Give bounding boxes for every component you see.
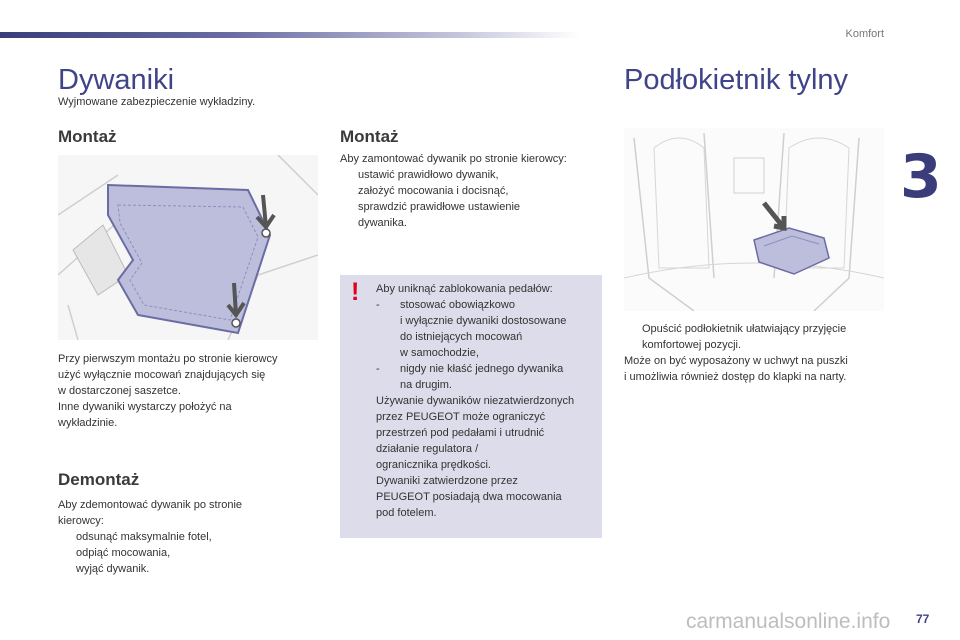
list-item-text: wyjąć dywanik. (76, 563, 150, 575)
warning-line: przestrzeń pod pedałami i utrudnić (376, 427, 545, 439)
chapter-number: 3 (900, 142, 942, 212)
warning-dash-item (376, 297, 600, 361)
montaz-left-line: w dostarczonej saszetce. (58, 385, 181, 397)
montaz-left-line: wykładzinie. (58, 417, 118, 429)
montaz-left-line: Inne dywaniki wystarczy położyć na (58, 401, 232, 413)
warning-line: Dywaniki zatwierdzone przez (376, 475, 518, 487)
list-item-text (642, 321, 846, 353)
warning-line: do istniejących mocowań (400, 331, 523, 343)
armrest-info-line: Może on być wyposażony w uchwyt na puszki (624, 355, 848, 367)
warning-dash-text (400, 361, 563, 393)
warning-line: PEUGEOT posiadają dwa mocowania (376, 491, 562, 503)
warning-text (376, 281, 600, 521)
list-item-text: założyć mocowania i docisnąć, (358, 185, 509, 197)
armrest-text (624, 321, 904, 385)
header-bar (0, 32, 580, 38)
bullet-icon (624, 321, 642, 353)
warning-line: przez PEUGEOT może ograniczyć (376, 411, 546, 423)
warning-intro: Aby uniknąć zablokowania pedałów: (376, 283, 553, 295)
bullet-icon (340, 183, 358, 199)
warning-line: na drugim. (400, 379, 452, 391)
dash-marker: - (376, 299, 380, 311)
warning-line: i wyłącznie dywaniki dostosowane (400, 315, 567, 327)
heading-demontaz: Demontaż (58, 470, 140, 489)
demontaz-intro-line: kierowcy: (58, 515, 104, 527)
demontaz-text (58, 497, 318, 577)
warning-line: nigdy nie kłaść jednego dywanika (400, 363, 564, 375)
dash-marker: - (376, 363, 380, 375)
armrest-info-line: i umożliwia również dostęp do klapki na narty. (624, 371, 847, 383)
montaz-left-line: Przy pierwszym montażu po stronie kierowcy (58, 353, 278, 365)
list-item (340, 199, 602, 215)
montaz-intro: Aby zamontować dywanik po stronie kierowcy: (340, 153, 567, 165)
list-item (340, 167, 602, 183)
heading-montaz-middle: Montaż (340, 127, 399, 146)
warning-dash-text (400, 297, 566, 361)
floor-mat-illustration (58, 155, 318, 340)
watermark: carmanualsonline.info (686, 610, 891, 633)
bullet-icon (340, 199, 358, 215)
warning-line: stosować obowiązkowo (400, 299, 515, 311)
montaz-left-line: użyć wyłącznie mocowań znajdujących się (58, 369, 266, 381)
warning-line: Używanie dywaników niezatwierdzonych (376, 395, 575, 407)
step-line: komfortowej pozycji. (642, 339, 742, 351)
warning-box (340, 275, 602, 538)
montaz-left-text (58, 351, 318, 431)
list-item-text: odsunąć maksymalnie fotel, (76, 531, 212, 543)
heading-montaz-left: Montaż (58, 127, 117, 146)
step-line: Opuścić podłokietnik ułatwiający przyjęcie (642, 323, 847, 335)
list-item (340, 183, 602, 199)
list-item-continuation: dywanika. (358, 217, 407, 229)
demontaz-intro-line: Aby zdemontować dywanik po stronie (58, 499, 243, 511)
list-item (58, 545, 318, 561)
list-item-text: odpiąć mocowania, (76, 547, 171, 559)
title-podlokietnik: Podłokietnik tylny (624, 64, 849, 96)
warning-icon: ! (351, 278, 360, 306)
list-item (58, 561, 318, 577)
bullet-icon (58, 545, 76, 561)
section-name: Komfort (845, 28, 884, 40)
warning-dash-item (376, 361, 600, 393)
bullet-icon (340, 167, 358, 183)
list-item-text: ustawić prawidłowo dywanik, (358, 169, 499, 181)
title-dywaniki: Dywaniki (58, 64, 175, 96)
list-item (58, 529, 318, 545)
bullet-icon (58, 561, 76, 577)
warning-line: działanie regulatora / (376, 443, 479, 455)
list-item-text: sprawdzić prawidłowe ustawienie (358, 201, 521, 213)
warning-line: ogranicznika prędkości. (376, 459, 491, 471)
page-number: 77 (916, 612, 930, 626)
warning-line: pod fotelem. (376, 507, 437, 519)
list-item (624, 321, 904, 353)
montaz-middle-text (340, 151, 602, 231)
warning-line: w samochodzie, (400, 347, 479, 359)
subtitle: Wyjmowane zabezpieczenie wykładziny. (58, 96, 256, 108)
bullet-icon (58, 529, 76, 545)
armrest-illustration (624, 128, 884, 311)
